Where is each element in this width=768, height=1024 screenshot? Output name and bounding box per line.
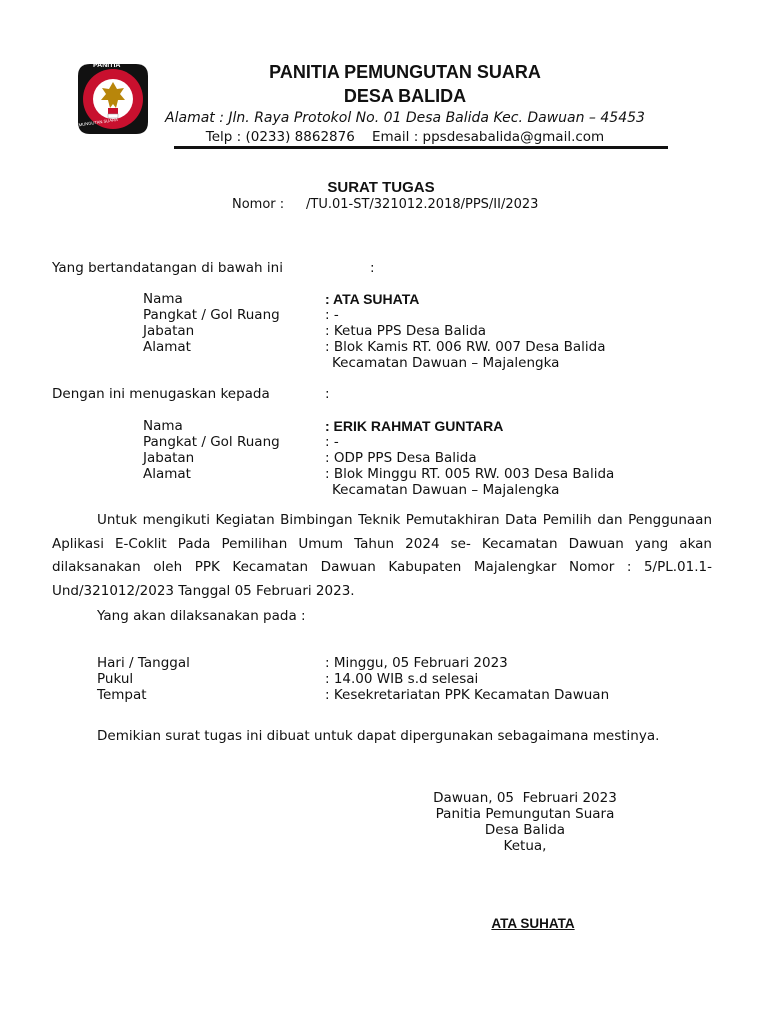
assignee-name-value: : ERIK RAHMAT GUNTARA [325, 418, 504, 434]
assignee-position-value: : ODP PPS Desa Balida [325, 450, 477, 466]
signer-address-value: : Blok Kamis RT. 006 RW. 007 Desa Balida [325, 339, 606, 355]
schedule-place-label: Tempat [97, 687, 147, 703]
signer-name-label: Nama [143, 291, 183, 307]
assignee-intro: Dengan ini menugaskan kepada [52, 386, 270, 402]
signature-role: Ketua, [503, 838, 547, 854]
logo-text-top: PANITIA [93, 62, 121, 69]
assignee-intro-colon: : [325, 386, 330, 402]
assignee-position-label: Jabatan [143, 450, 195, 466]
body-paragraph: Untuk mengikuti Kegiatan Bimbingan Teknik Pemutakhiran Data Pemilih dan Penggunaan Aplikasi E-Coklit Pada Pemilihan Umum Tahun 2024 se- Kecamatan Dawuan yang akan dilaksanakan oleh PPK Kecamatan Dawuan Kabupaten Majalengkar Nomor : 5/PL.01.1-Und/321012/2023 Tanggal 05 Februari 2023. [52, 512, 712, 599]
org-name: PANITIA PEMUNGUTAN SUARA [269, 62, 541, 82]
letter-number-value: /TU.01-ST/321012.2018/PPS/II/2023 [306, 197, 539, 212]
closing-sentence: Demikian surat tugas ini dibuat untuk dapat dipergunakan sebagaimana mestinya. [97, 728, 660, 744]
header-divider [174, 146, 668, 149]
letter-number-label: Nomor : [232, 197, 285, 212]
address: Alamat : Jln. Raya Protokol No. 01 Desa Balida Kec. Dawuan – 45453 [165, 110, 645, 126]
schedule-intro: Yang akan dilaksanakan pada : [97, 608, 306, 624]
signature-village: Desa Balida [484, 822, 566, 838]
signer-rank-value: : - [325, 307, 339, 323]
signature-org: Panitia Pemungutan Suara [435, 806, 615, 822]
signature-name: ATA SUHATA [491, 916, 575, 931]
schedule-time-label: Pukul [97, 671, 134, 687]
signer-intro-colon: : [370, 260, 375, 276]
signer-position-value: : Ketua PPS Desa Balida [325, 323, 487, 339]
assignee-name-label: Nama [143, 418, 183, 434]
assignee-address-label: Alamat [143, 466, 191, 482]
signature-place-date: Dawuan, 05 Februari 2023 [433, 790, 617, 806]
logo-text-bottom: PEMUNGUTAN SUARA [72, 116, 119, 129]
signer-rank-label: Pangkat / Gol Ruang [143, 307, 280, 323]
schedule-place-value: : Kesekretariatan PPK Kecamatan Dawuan [325, 687, 610, 703]
letter-title: SURAT TUGAS [327, 179, 435, 196]
contact-info: Telp : (0233) 8862876 Email : ppsdesabalida@gmail.com [205, 129, 605, 145]
assignee-address-value: : Blok Minggu RT. 005 RW. 003 Desa Balida [325, 466, 615, 482]
assignee-address-value-2: Kecamatan Dawuan – Majalengka [332, 482, 560, 498]
assignee-rank-value: : - [325, 434, 339, 450]
signer-intro: Yang bertandatangan di bawah ini [52, 260, 283, 276]
signer-name-value: : ATA SUHATA [325, 291, 420, 307]
assignee-rank-label: Pangkat / Gol Ruang [143, 434, 280, 450]
signer-address-value-2: Kecamatan Dawuan – Majalengka [332, 355, 560, 371]
schedule-time-value: : 14.00 WIB s.d selesai [325, 671, 479, 687]
schedule-date-value: : Minggu, 05 Februari 2023 [325, 655, 508, 671]
village-name: DESA BALIDA [343, 86, 467, 106]
signer-address-label: Alamat [143, 339, 191, 355]
signer-position-label: Jabatan [143, 323, 195, 339]
schedule-date-label: Hari / Tanggal [97, 655, 190, 671]
